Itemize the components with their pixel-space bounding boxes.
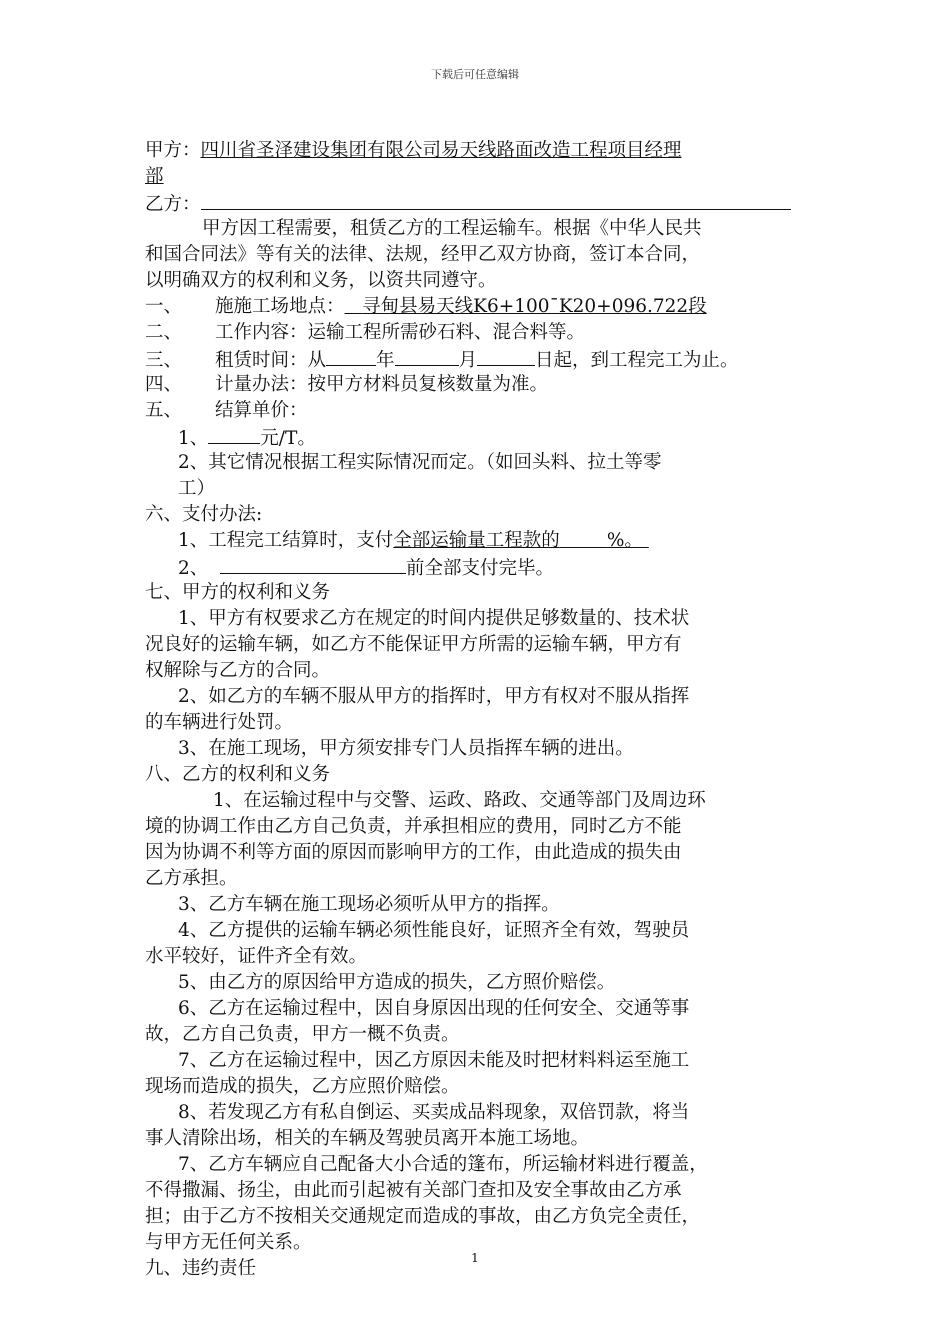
section-5: 五、 结算单价： [145, 400, 308, 421]
clause-line: 因为协调不利等方面的原因而影响甲方的工作，由此造成的损失由 [145, 842, 682, 863]
clause-line: 4、乙方提供的运输车辆必须性能良好，证照齐全有效，驾驶员 [178, 920, 690, 941]
section-2: 二、 工作内容：运输工程所需砂石料、混合料等。 [145, 322, 586, 343]
contract-body [145, 138, 810, 1282]
section-4: 四、 计量办法：按甲方材料员复核数量为准。 [145, 374, 549, 395]
clause-line: 的车辆进行处罚。 [145, 712, 294, 733]
other-price-line: 2、其它情况根据工程实际情况而定。（如回头料、拉土等零 [178, 452, 662, 473]
party-b-blank [201, 190, 791, 210]
clause-line: 7、乙方车辆应自己配备大小合适的篷布，所运输材料进行覆盖， [178, 1154, 708, 1175]
clause-line: 1、在运输过程中与交警、运政、路政、交通等部门及周边环 [213, 790, 706, 811]
clause-line: 担；由于乙方不按相关交通规定而造成的事故，由乙方负完全责任， [145, 1206, 701, 1227]
unit-price-line: 1、 元/T。 [145, 424, 810, 450]
clause-line: 事人清除出场，相关的车辆及驾驶员离开本施工场地。 [145, 1128, 590, 1149]
page-number: 1 [471, 1251, 479, 1265]
party-b-line [145, 190, 810, 216]
clause-line: 乙方承担。 [145, 868, 238, 889]
section-3: 三、 租赁时间：从 年 月 日起，到工程完工为止。 [145, 346, 810, 372]
clause-line: 与甲方无任何关系。 [145, 1232, 312, 1253]
other-price-line: 工） [178, 478, 216, 499]
clause-line: 权解除与乙方的合同。 [145, 660, 331, 681]
header-note: 下载后可任意编辑 [431, 68, 519, 81]
payment-percent: 全部运输量工程款的 %。 [393, 530, 643, 551]
party-a-label: 甲方： [145, 140, 201, 161]
payment-date-blank [220, 554, 406, 574]
clause-line: 3、乙方车辆在施工现场必须听从甲方的指挥。 [178, 894, 560, 915]
clause-line: 不得撒漏、扬尘，由此而引起被有关部门查扣及安全事故由乙方承 [145, 1180, 682, 1201]
clause-line: 现场而造成的损失，乙方应照价赔偿。 [145, 1076, 460, 1097]
section-1: 一、 施施工场地点： 寻甸县易天线K6+100¯K20+096.722段 [145, 296, 707, 317]
day-blank [477, 346, 535, 366]
payment-line: 1、工程完工结算时，支付全部运输量工程款的 %。 [145, 528, 810, 554]
party-a-line [145, 138, 810, 164]
clause-line: 况良好的运输车辆，如乙方不能保证甲方所需的运输车辆，甲方有 [145, 634, 682, 655]
party-b-label: 乙方： [145, 194, 201, 215]
party-a-value-cont: 部 [145, 166, 164, 187]
unit-price-blank [208, 424, 260, 444]
clause-line: 境的协调工作由乙方自己负责，并承担相应的费用，同时乙方不能 [145, 816, 682, 837]
clause-line: 1、甲方有权要求乙方在规定的时间内提供足够数量的、技术状 [178, 608, 690, 629]
party-a-value: 四川省圣泽建设集团有限公司易天线路面改造工程项目经理 [200, 140, 682, 161]
section-7-title: 七、甲方的权利和义务 [145, 582, 331, 603]
payment-line: 2、 前全部支付完毕。 [145, 554, 810, 580]
section-9-title: 九、违约责任 [145, 1258, 257, 1279]
intro-line: 以明确双方的权利和义务，以资共同遵守。 [145, 270, 497, 291]
clause-line: 故，乙方自己负责，甲方一概不负责。 [145, 1024, 460, 1045]
year-blank [326, 346, 376, 366]
clause-line: 7、乙方在运输过程中，因乙方原因未能及时把材料料运至施工 [178, 1050, 690, 1071]
clause-line: 8、若发现乙方有私自倒运、买卖成品料现象，双倍罚款，将当 [178, 1102, 690, 1123]
clause-line: 6、乙方在运输过程中，因自身原因出现的任何安全、交通等事 [178, 998, 690, 1019]
intro-line: 和国合同法》等有关的法律、法规，经甲乙双方协商，签订本合同， [145, 244, 701, 265]
clause-line: 3、在施工现场，甲方须安排专门人员指挥车辆的进出。 [178, 738, 634, 759]
clause-line: 5、由乙方的原因给甲方造成的损失，乙方照价赔偿。 [178, 972, 616, 993]
site-location: 寻甸县易天线K6+100¯K20+096.722段 [362, 296, 707, 317]
intro-line: 甲方因工程需要，租赁乙方的工程运输车。根据《中华人民共 [202, 218, 702, 239]
month-blank [395, 346, 459, 366]
clause-line: 2、如乙方的车辆不服从甲方的指挥时，甲方有权对不服从指挥 [178, 686, 690, 707]
clause-line: 水平较好，证件齐全有效。 [145, 946, 368, 967]
section-8-title: 八、乙方的权利和义务 [145, 764, 331, 785]
section-6-title: 六、支付办法: [145, 504, 263, 525]
